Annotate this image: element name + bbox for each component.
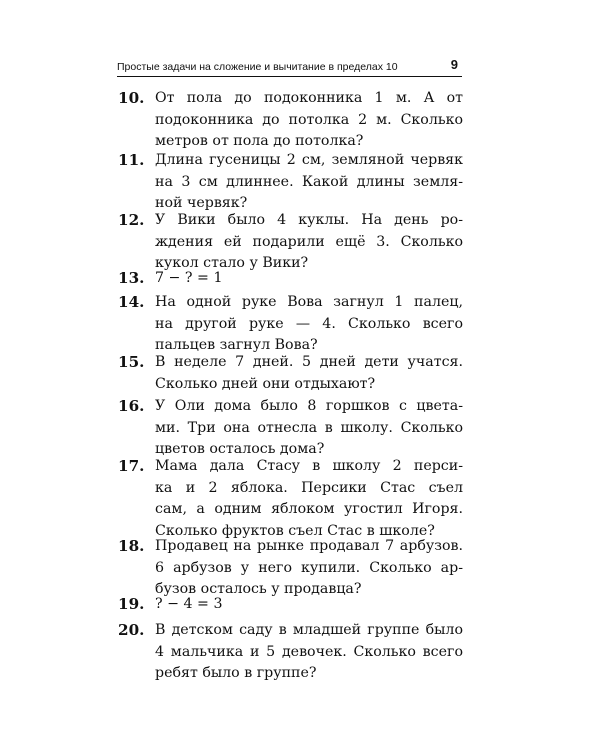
text-line: 6 арбузов у него купили. Сколько ар- bbox=[155, 559, 463, 576]
problem-text bbox=[155, 352, 463, 395]
page-number: 9 bbox=[450, 57, 458, 72]
problem-text bbox=[155, 594, 463, 616]
text-line: на 3 см длиннее. Какой длины земля- bbox=[155, 173, 463, 190]
text-line: У Вики было 4 куклы. На день ро- bbox=[155, 212, 463, 228]
text-line: бузов осталось у продавца? bbox=[155, 581, 362, 597]
problem-text bbox=[155, 210, 463, 275]
problem-number: 12. bbox=[118, 211, 145, 229]
running-header bbox=[117, 58, 462, 76]
problem-10 bbox=[118, 88, 463, 153]
text-line: подоконника до потолка 2 м. Сколько bbox=[155, 111, 463, 128]
problem-18 bbox=[118, 536, 463, 601]
problem-11 bbox=[118, 150, 463, 215]
problem-12 bbox=[118, 210, 463, 275]
problem-text bbox=[155, 396, 463, 461]
text-line: У Оли дома было 8 горшков с цвета- bbox=[155, 398, 463, 414]
header-rule bbox=[117, 76, 462, 77]
text-line: В детском саду в младшей группе было bbox=[155, 622, 463, 638]
text-line: Сколько дней они отдыхают? bbox=[155, 375, 376, 392]
problem-20 bbox=[118, 620, 463, 685]
text-line: Мама дала Стасу в школу 2 перси- bbox=[155, 458, 463, 474]
text-line: метров от пола до потолка? bbox=[155, 133, 364, 149]
problem-number: 17. bbox=[118, 457, 145, 475]
problem-text bbox=[155, 456, 463, 542]
text-line: Длина гусеницы 2 см, земляной червяк bbox=[155, 152, 463, 168]
problem-text bbox=[155, 268, 463, 290]
text-line: сам, а одним яблоком угостил Игоря. bbox=[155, 501, 463, 517]
text-line: ? − 4 = 3 bbox=[155, 596, 223, 612]
problem-text bbox=[155, 536, 463, 601]
problem-number: 18. bbox=[118, 537, 145, 555]
text-line: на другой руке — 4. Сколько всего bbox=[155, 315, 463, 332]
text-line: От пола до подоконника 1 м. А от bbox=[155, 90, 463, 106]
text-line: Продавец на рынке продавал 7 арбузов. bbox=[155, 538, 463, 554]
problem-17 bbox=[118, 456, 463, 542]
text-line: ждения ей подарили ещё 3. Сколько bbox=[155, 233, 463, 250]
problem-16 bbox=[118, 396, 463, 461]
text-line: ной червяк? bbox=[155, 195, 248, 211]
text-line: пальцев загнул Вова? bbox=[155, 337, 318, 353]
text-line: В неделе 7 дней. 5 дней дети учатся. bbox=[155, 354, 463, 370]
problem-number: 14. bbox=[118, 293, 145, 311]
text-line: ка и 2 яблока. Персики Стас съел bbox=[155, 479, 463, 496]
problem-number: 15. bbox=[118, 353, 145, 371]
problem-14 bbox=[118, 292, 463, 357]
problem-number: 19. bbox=[118, 595, 145, 613]
text-line: ми. Три она отнесла в школу. Сколько bbox=[155, 419, 463, 436]
problem-15 bbox=[118, 352, 463, 395]
problem-text bbox=[155, 150, 463, 215]
running-title: Простые задачи на сложение и вычитание в пределах 10 bbox=[117, 61, 398, 73]
problem-number: 13. bbox=[118, 269, 145, 287]
text-line: 4 мальчика и 5 девочек. Сколько всего bbox=[155, 643, 463, 660]
problem-text bbox=[155, 88, 463, 153]
text-line: цветов осталось дома? bbox=[155, 441, 325, 457]
text-line: На одной руке Вова загнул 1 палец, bbox=[155, 294, 463, 310]
text-line: кукол стало у Вики? bbox=[155, 255, 309, 271]
problem-text bbox=[155, 620, 463, 685]
problem-number: 20. bbox=[118, 621, 145, 639]
problem-number: 11. bbox=[118, 151, 145, 169]
problem-13 bbox=[118, 268, 463, 290]
text-line: Сколько фруктов съел Стас в школе? bbox=[155, 522, 435, 539]
text-line: 7 − ? = 1 bbox=[155, 270, 223, 286]
problem-number: 16. bbox=[118, 397, 145, 415]
text-line: ребят было в группе? bbox=[155, 665, 317, 681]
problem-19 bbox=[118, 594, 463, 616]
problem-text bbox=[155, 292, 463, 357]
problem-number: 10. bbox=[118, 89, 145, 107]
